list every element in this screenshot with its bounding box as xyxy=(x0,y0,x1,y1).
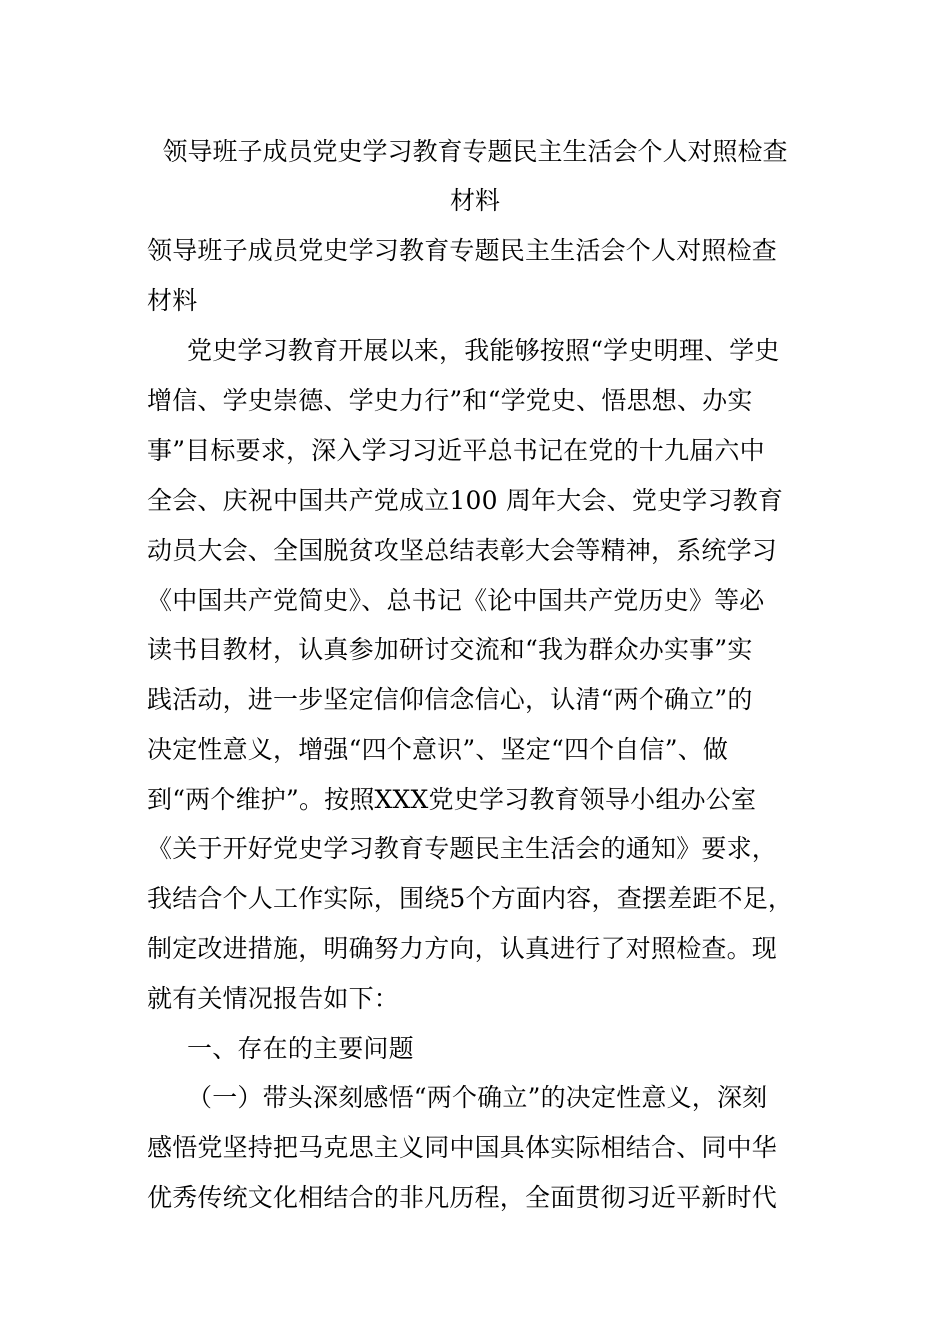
body-line: 践活动，进一步坚定信仰信念信心，认清“两个确立”的 xyxy=(147,685,753,714)
body-line: 增信、学史崇德、学史力行”和“学党史、悟思想、办实 xyxy=(147,386,753,415)
body-line: 领导班子成员党史学习教育专题民主生活会个人对照检查 xyxy=(147,236,778,265)
body-line: 优秀传统文化相结合的非凡历程，全面贯彻习近平新时代 xyxy=(147,1183,778,1212)
body-line: 我结合个人工作实际，围绕5个方面内容，查摆差距不足， xyxy=(147,884,794,913)
section-heading: 一、存在的主要问题 xyxy=(187,1034,414,1063)
body-line: 到“两个维护”。按照XXX党史学习教育领导小组办公室 xyxy=(147,785,757,814)
document-title-line-2: 材料 xyxy=(449,186,500,215)
body-line: 《中国共产党简史》、总书记《论中国共产党历史》等必 xyxy=(147,586,765,615)
subsection-heading-line: （一）带头深刻感悟“两个确立”的决定性意义，深刻 xyxy=(187,1083,768,1112)
body-line: 事”目标要求，深入学习习近平总书记在党的十九届六中 xyxy=(147,436,765,465)
body-line: 读书目教材，认真参加研讨交流和“我为群众办实事”实 xyxy=(147,635,753,664)
body-line: 材料 xyxy=(147,286,198,315)
body-line: 动员大会、全国脱贫攻坚总结表彰大会等精神，系统学习 xyxy=(147,536,778,565)
body-line: 就有关情况报告如下： xyxy=(147,984,400,1013)
body-line: 决定性意义，增强“四个意识”、坚定“四个自信”、做 xyxy=(147,735,729,764)
body-line: 感悟党坚持把马克思主义同中国具体实际相结合、同中华 xyxy=(147,1133,778,1162)
document-title-line-1: 领导班子成员党史学习教育专题民主生活会个人对照检查 xyxy=(162,137,788,166)
body-line: 全会、庆祝中国共产党成立100 周年大会、党史学习教育 xyxy=(147,486,784,515)
body-line: 制定改进措施，明确努力方向，认真进行了对照检查。现 xyxy=(147,934,778,963)
body-line: 党史学习教育开展以来，我能够按照“学史明理、学史 xyxy=(187,336,780,365)
body-line: 《关于开好党史学习教育专题民主生活会的通知》要求， xyxy=(147,834,778,863)
